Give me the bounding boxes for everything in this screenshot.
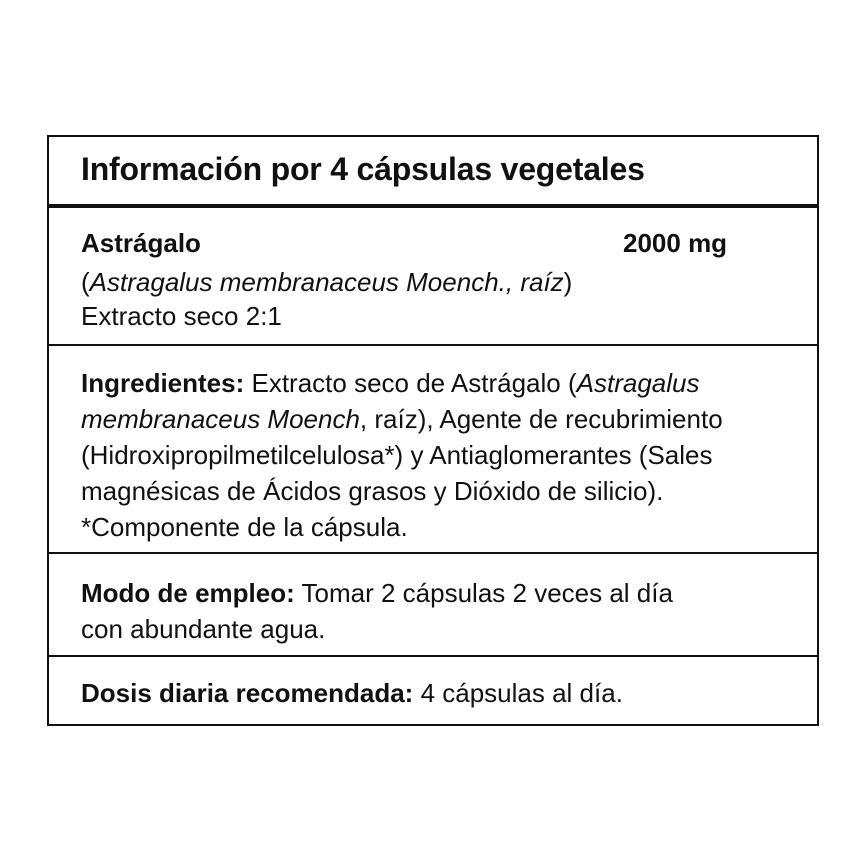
daily-dose-label: Dosis diaria recomendada: [81, 678, 414, 708]
astragalo-section [49, 208, 817, 346]
usage-line-1 [81, 578, 673, 608]
ingredients-line-3: (Hidroxipropilmetilcelulosa*) y Antiaglomerantes (Sales [81, 440, 713, 470]
ingredients-line-1 [81, 368, 699, 398]
ingredients-section [49, 346, 817, 554]
daily-dose-line [81, 678, 623, 708]
usage-line-2: con abundante agua. [81, 614, 326, 644]
latin-open-paren: ( [81, 267, 90, 297]
astragalo-amount: 2000 mg [623, 228, 728, 258]
ingredients-text-1b: Astragalus [576, 368, 700, 398]
daily-dose-section [49, 657, 817, 724]
daily-dose-text: 4 cápsulas al día. [413, 678, 623, 708]
ingredients-text-1a: Extracto seco de Astrágalo ( [244, 368, 577, 398]
astragalo-name: Astrágalo [81, 228, 201, 258]
ingredients-line-2 [81, 404, 723, 434]
ingredients-footnote: *Componente de la cápsula. [81, 512, 408, 542]
usage-text-1: Tomar 2 cápsulas 2 veces al día [294, 578, 673, 608]
panel-header [49, 137, 817, 208]
usage-section [49, 554, 817, 657]
ingredients-text-2b: , raíz), Agente de recubrimiento [359, 404, 723, 434]
ingredients-line-4: magnésicas de Ácidos grasos y Dióxido de silicio). [81, 476, 664, 506]
astragalo-latin-line [81, 267, 572, 297]
ingredients-text-2a: membranaceus Moench [81, 404, 360, 434]
latin-close-paren: ) [563, 267, 573, 297]
usage-label: Modo de empleo: [81, 578, 295, 608]
ingredients-label: Ingredientes: [81, 368, 245, 398]
astragalo-extract: Extracto seco 2:1 [81, 301, 282, 331]
astragalo-latin-name: Astragalus membranaceus Moench., raíz [89, 267, 564, 297]
nutrition-info-panel [47, 135, 819, 726]
panel-title: Información por 4 cápsulas vegetales [81, 151, 645, 187]
